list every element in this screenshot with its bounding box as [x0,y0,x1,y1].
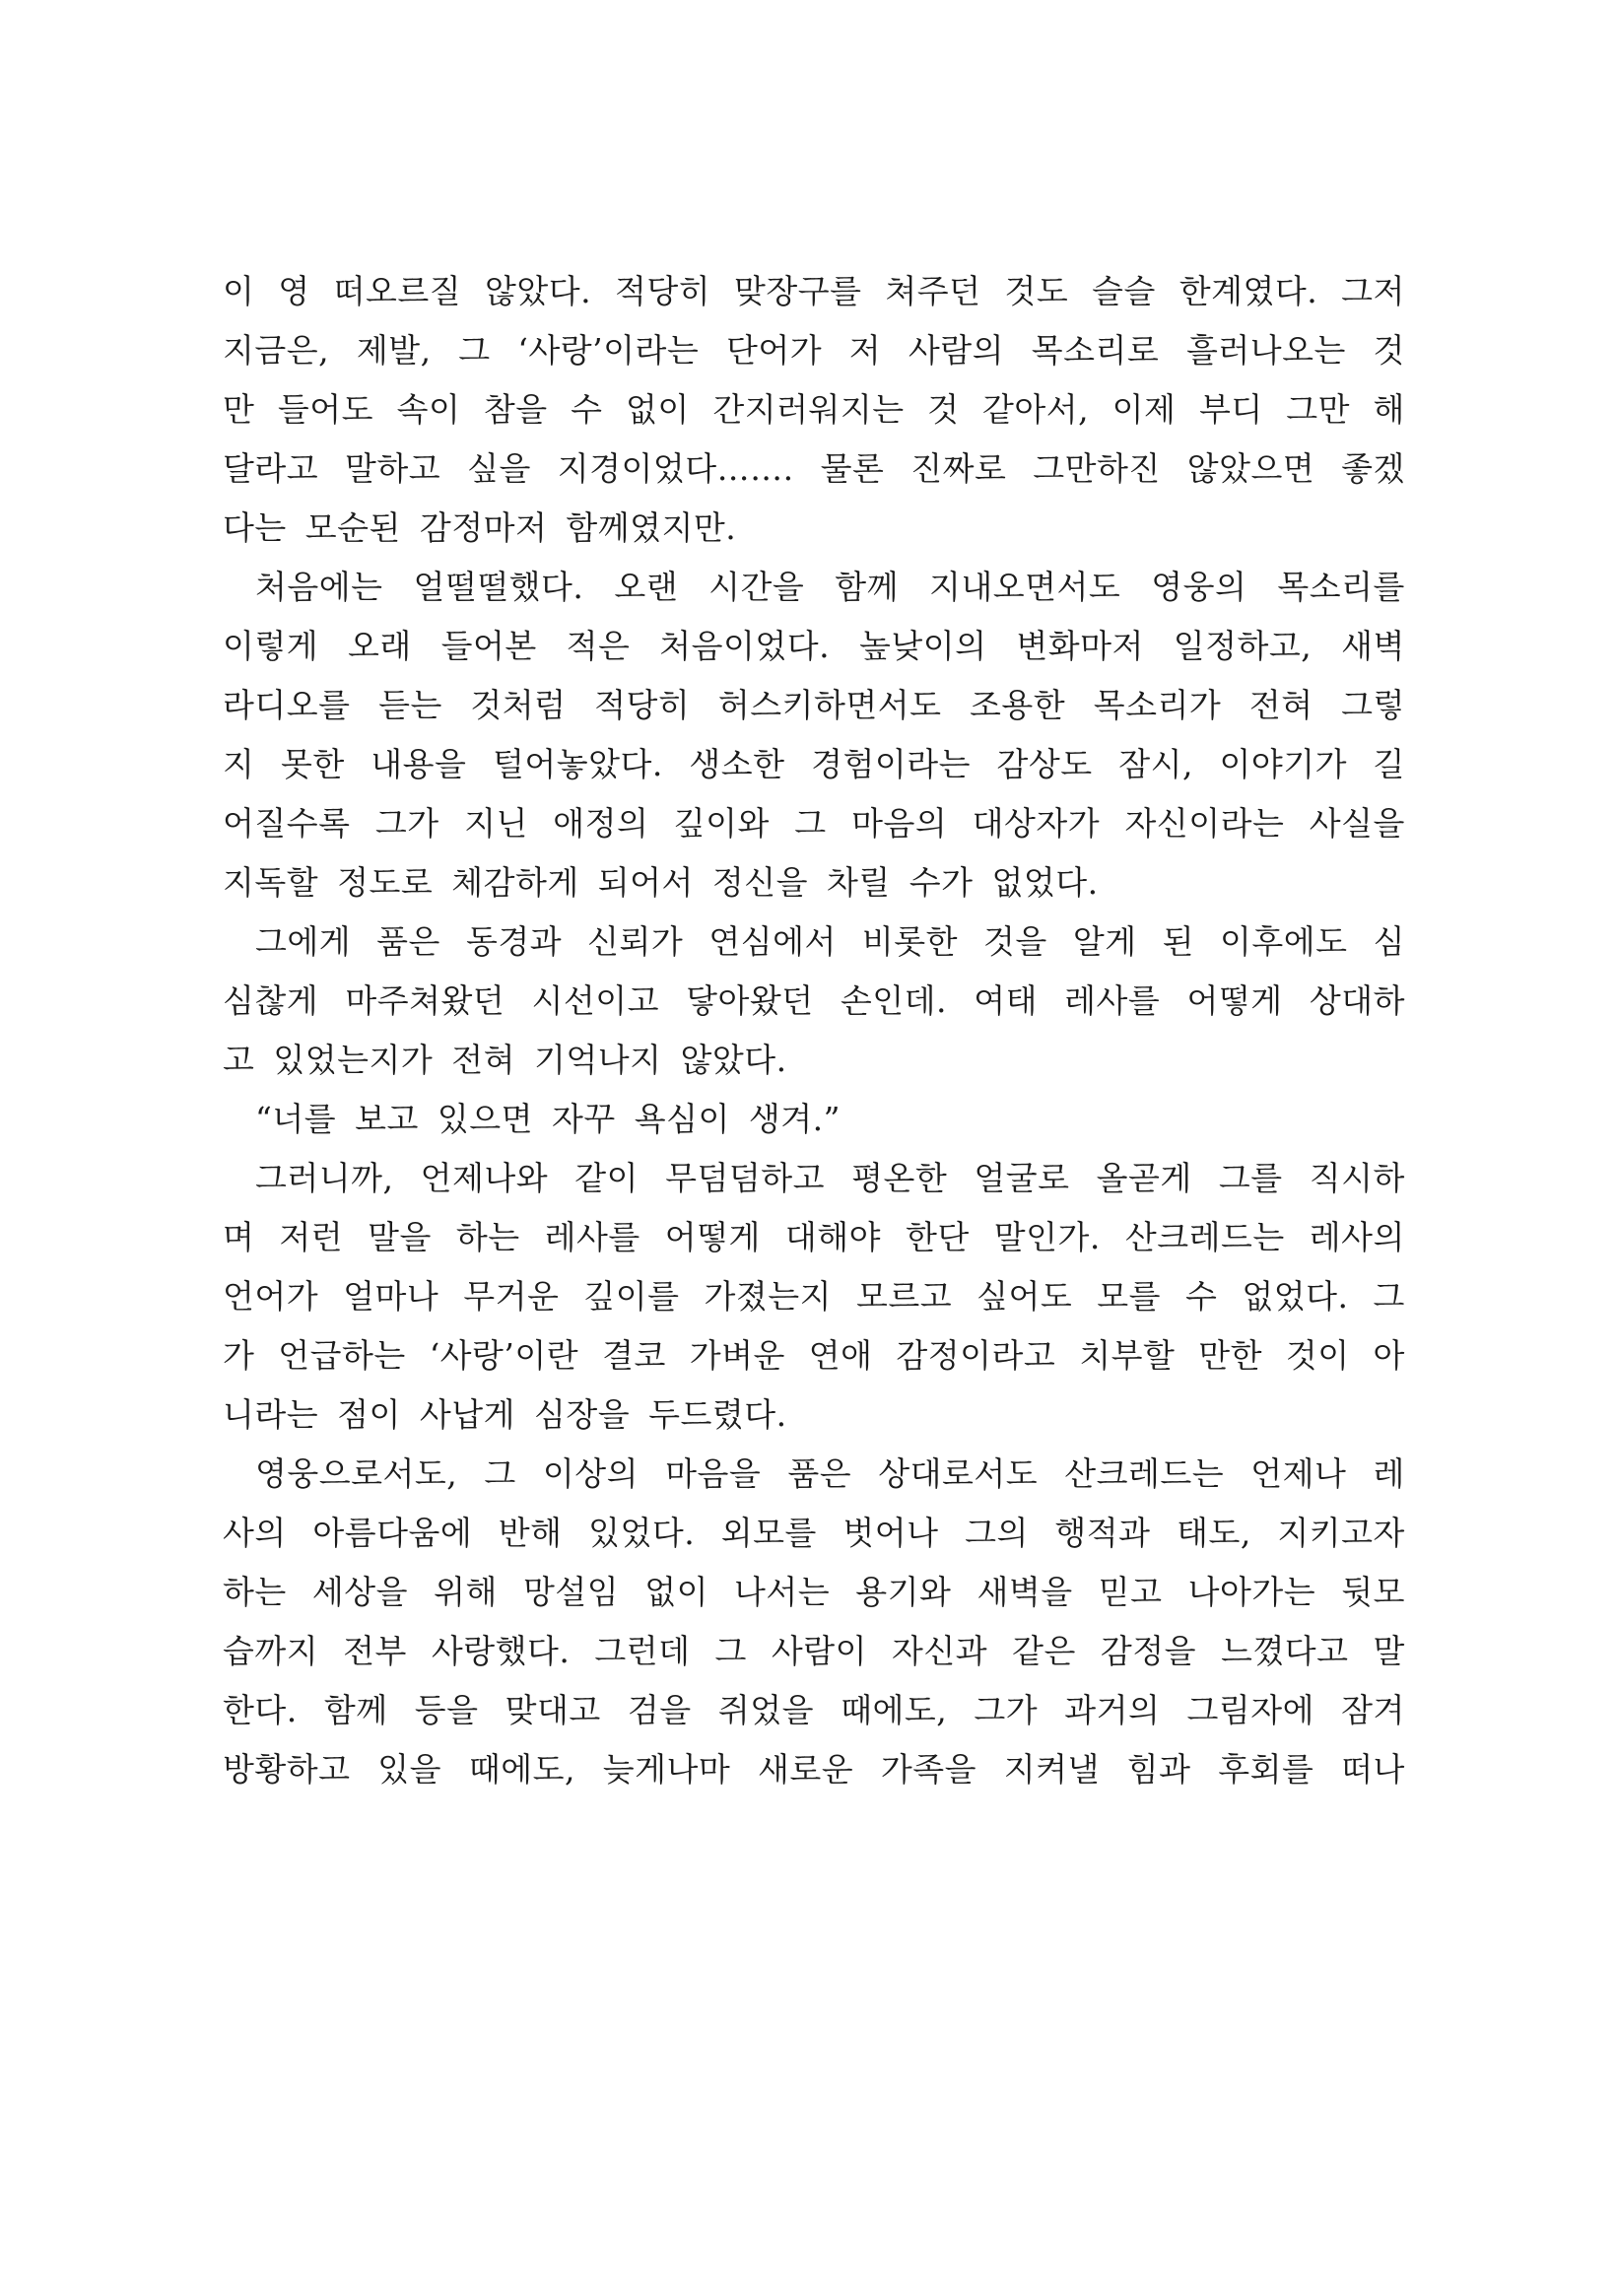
word: 위해 [434,1573,498,1611]
word: 목소리가 [1093,686,1222,724]
word: 수 [571,390,603,429]
word: 조용한 [970,686,1066,724]
word: 직시하 [1309,1159,1405,1197]
word: 지닌 [464,804,528,843]
text-line [223,794,1405,853]
word: 듣는 [378,686,442,724]
text-line: “너를 보고 있으면 자꾸 욕심이 생겨.” [255,1100,841,1138]
text-line [223,1681,1405,1740]
text-line [223,676,1405,735]
word: 자신과 [892,1632,988,1670]
word: 없이 [644,1573,708,1611]
word: 이렇게 [223,627,319,665]
word: 상대하 [1309,981,1405,1020]
text-line [223,439,1405,499]
word: 말을 [368,1218,432,1256]
paragraph [223,1445,1405,1799]
word: 것을 [983,922,1047,961]
word: 그 [794,804,827,843]
word: 사실을 [1309,804,1405,843]
word: 말 [1373,1632,1405,1670]
word: 내용을 [370,745,467,783]
word: 물론 [820,449,885,488]
word: 한다. [223,1691,298,1729]
word: 언제나와 [420,1159,549,1197]
paragraph [223,1149,1405,1445]
word: 허스키하면서도 [717,686,942,724]
word: 저 [848,331,882,370]
word: 그가 [374,804,439,843]
word: 오래 [348,627,412,665]
word: 레사를 [544,1218,640,1256]
word: 된 [1162,922,1195,961]
word: 말인가. [993,1218,1101,1256]
word: 습까지 [223,1632,319,1670]
word: 레사를 [1064,981,1161,1020]
word: 같아서, [982,390,1090,429]
text-line: 다는 모순된 감정마저 함께였지만. [223,508,737,547]
word: 어떻게 [1186,981,1283,1020]
word: 늦게나마 [602,1750,731,1789]
word: 그가 [974,1691,1039,1729]
word: 며 [223,1218,255,1256]
word: 적당히 [614,272,711,310]
word: 검을 [627,1691,692,1729]
text-line [223,380,1405,439]
text-line [223,972,1405,1031]
word: 태도, [1177,1514,1251,1552]
word: 믿고 [1098,1573,1163,1611]
word: 참을 [483,390,548,429]
word: 일정하고, [1173,627,1313,665]
word: 잠시, [1118,745,1193,783]
word: 산크레드는 [1064,1454,1225,1493]
word: 지켜낼 [1003,1750,1100,1789]
word: 사랑했다. [431,1632,571,1670]
text-line [223,1504,1405,1563]
word: 지금은, [223,331,330,370]
word: 아름다움에 [312,1514,473,1552]
word: 수 [1185,1277,1218,1316]
word: 비롯한 [861,922,958,961]
word: 못한 [280,745,345,783]
word: 때에도, [841,1691,948,1729]
word: 것 [1373,331,1405,370]
word: 그만 [1286,390,1350,429]
word: 그 [458,331,491,370]
word: 만 [223,390,255,429]
word: 그에게 [255,922,352,961]
body-text [223,262,1405,1799]
word: 지 [223,745,255,783]
word: 심 [1373,922,1405,961]
word: 얼마나 [343,1277,439,1316]
word: 마음을 [665,1454,762,1493]
word: 그 [1373,1277,1405,1316]
word: 망설임 [522,1573,620,1611]
text-line [223,262,1405,321]
word: 떠오르질 [333,272,462,310]
word: 것도 [1004,272,1069,310]
word: 경험이라는 [811,745,971,783]
word: 그의 [965,1514,1029,1552]
word: 대해야 [784,1218,882,1256]
word: ‘사랑’이란 [429,1336,579,1375]
word: 그런데 [594,1632,691,1670]
word: 후회를 [1218,1750,1314,1789]
word: 같은 [1012,1632,1076,1670]
word: 벗어나 [842,1514,939,1552]
word: 나서는 [734,1573,831,1611]
word: 닿아왔던 [686,981,814,1020]
word: 맞장구를 [734,272,862,310]
word: 그렇 [1341,686,1405,724]
word: 등을 [414,1691,479,1729]
word: 사의 [223,1514,287,1552]
word: 무거운 [463,1277,560,1316]
word: 잠겨 [1341,1691,1405,1729]
word: 적은 [566,627,631,665]
word: 시선이고 [531,981,659,1020]
word: 없었다. [1242,1277,1349,1316]
text-line: 지독할 정도로 체감하게 되어서 정신을 차릴 수가 없었다. [223,863,1099,902]
word: 신뢰가 [587,922,684,961]
word: 그러니까, [255,1159,394,1197]
word: 흘러나오는 [1185,331,1346,370]
word: 때에도, [468,1750,575,1789]
text-line [223,1622,1405,1681]
word: 결코 [602,1336,666,1375]
text-line [223,1149,1405,1208]
text-line [223,1563,1405,1622]
word: 힘과 [1126,1750,1191,1789]
word: 애정의 [553,804,649,843]
word: 영 [278,272,310,310]
word: 가졌는지 [704,1277,833,1316]
word: 처음이었다. [659,627,831,665]
word: 진짜로 [910,449,1007,488]
word: 어떻게 [664,1218,761,1256]
word: 맞대고 [505,1691,601,1729]
word: 제발, [356,331,432,370]
text-line [223,1267,1405,1326]
word: 반해 [498,1514,563,1552]
word: 영웅의 [1151,568,1247,606]
word: 싶어도 [976,1277,1073,1316]
word: 한계였다. [1178,272,1318,310]
word: 모르고 [856,1277,953,1316]
word: 변화마저 [1016,627,1144,665]
word: 감정이라고 [896,1336,1056,1375]
word: 손인데. [840,981,947,1020]
word: 쳐주던 [885,272,981,310]
word: 생소한 [689,745,785,783]
word: 하는 [455,1218,520,1256]
word: 사람의 [908,331,1005,370]
word: 아 [1373,1336,1405,1375]
word: 저런 [279,1218,344,1256]
word: 이제 [1111,390,1177,429]
word: 세상을 [311,1573,408,1611]
word: 산크레드는 [1124,1218,1285,1256]
word: 만한 [1198,1336,1262,1375]
word: 쥐었을 [717,1691,814,1729]
word: 들어본 [440,627,537,665]
text-line [223,912,1405,972]
word: 그만하진 [1033,449,1161,488]
word: 행적과 [1054,1514,1151,1552]
word: 것 [927,390,960,429]
word: 얼굴로 [974,1159,1070,1197]
word: 그저 [1341,272,1405,310]
word: 좋겠 [1341,449,1405,488]
word: 말하고 [345,449,441,488]
word: 것이 [1285,1336,1350,1375]
word: 가 [223,1336,255,1375]
word: 동경과 [465,922,563,961]
word: 전부 [343,1632,407,1670]
word: 레 [1373,1454,1405,1493]
word: 단어가 [725,331,823,370]
word: 사람이 [771,1632,868,1670]
text-line [223,1740,1405,1799]
text-line [223,558,1405,617]
text-line [223,735,1405,794]
word: 심찮게 [223,981,319,1020]
paragraph [223,912,1405,1090]
word: 뒷모 [1341,1573,1405,1611]
word: 알게 [1072,922,1137,961]
word: 감상도 [996,745,1093,783]
word: 시간을 [708,568,805,606]
paragraph [223,1090,1405,1149]
word: 이상의 [542,1454,640,1493]
text-line [223,617,1405,676]
word: 느꼈다고 [1221,1632,1349,1670]
word: 해 [1373,390,1405,429]
word: 싶을 [467,449,531,488]
word: 들어도 [277,390,374,429]
word: 있을 [377,1750,442,1789]
word: 감정을 [1100,1632,1197,1670]
text-line [223,1445,1405,1504]
word: 않았으면 [1186,449,1315,488]
word: 연심에서 [708,922,837,961]
word: 상대로서도 [878,1454,1039,1493]
text-line: 니라는 점이 사납게 심장을 두드렸다. [223,1395,787,1434]
word: 지키고자 [1277,1514,1405,1552]
word: 자신이라는 [1124,804,1285,843]
word: 함께 [835,568,900,606]
text-line [223,1326,1405,1385]
paragraph [223,262,1405,558]
word: 새벽을 [976,1573,1073,1611]
word: 연애 [808,1336,873,1375]
word: 새벽 [1341,627,1405,665]
text-line [223,321,1405,380]
word: 이 [223,272,255,310]
word: 방황하고 [223,1750,351,1789]
word: 이야기가 [1219,745,1347,783]
word: 언제나 [1250,1454,1347,1493]
word: 달라고 [223,449,319,488]
word: 털어놓았다. [492,745,663,783]
word: 전혀 [1248,686,1313,724]
word: 그 [714,1632,747,1670]
word: 레사의 [1309,1218,1405,1256]
word: 슬슬 [1092,272,1156,310]
word: 외모를 [720,1514,817,1552]
word: 간지러워지는 [712,390,905,429]
word: 깊이를 [583,1277,680,1316]
word: 지내오면서도 [929,568,1121,606]
word: 이후에도 [1220,922,1348,961]
word: 가족을 [880,1750,977,1789]
word: 않았다. [484,272,592,310]
word: 처음에는 [255,568,383,606]
word: 마주쳐왔던 [345,981,505,1020]
word: 목소리를 [1277,568,1405,606]
word: 떠나 [1341,1750,1405,1789]
word: 용기와 [855,1573,952,1611]
word: 가벼운 [689,1336,785,1375]
word: 적당히 [594,686,691,724]
word: 그 [484,1454,516,1493]
word: 품은 [376,922,440,961]
word: 그림자에 [1186,1691,1314,1729]
word: 대상자가 [972,804,1101,843]
word: 과거의 [1064,1691,1161,1729]
word: 것처럼 [470,686,567,724]
word: 함께 [323,1691,388,1729]
word: 평온한 [851,1159,948,1197]
word: 속이 [396,390,461,429]
word: 나아가는 [1187,1573,1316,1611]
word: 부디 [1198,390,1263,429]
word: 품은 [787,1454,852,1493]
word: 올곧게 [1096,1159,1192,1197]
paragraph [223,558,1405,912]
word: 치부할 [1079,1336,1176,1375]
word: 얼떨떨했다. [413,568,584,606]
word: 마음의 [851,804,948,843]
word: 언급하는 [278,1336,406,1375]
word: 어질수록 [223,804,351,843]
word: 깊이와 [673,804,770,843]
word: 길 [1373,745,1405,783]
word: 지경이었다……. [557,449,794,488]
word: 무덤덤하고 [665,1159,826,1197]
word: 높낮이의 [859,627,987,665]
word: ‘사랑’이라는 [517,331,700,370]
word: 같이 [574,1159,640,1197]
word: 하는 [223,1573,287,1611]
word: 한단 [906,1218,970,1256]
word: 언어가 [223,1277,319,1316]
word: 라디오를 [223,686,351,724]
word: 있었다. [588,1514,696,1552]
text-line [223,1208,1405,1267]
word: 목소리로 [1031,331,1160,370]
word: 모를 [1097,1277,1162,1316]
text-line: 고 있었는지가 전혀 기억나지 않았다. [223,1041,787,1079]
word: 없이 [626,390,690,429]
word: 여태 [974,981,1038,1020]
word: 오랜 [614,568,679,606]
word: 새로운 [757,1750,854,1789]
word: 그를 [1218,1159,1283,1197]
word: 영웅으로서도, [255,1454,458,1493]
